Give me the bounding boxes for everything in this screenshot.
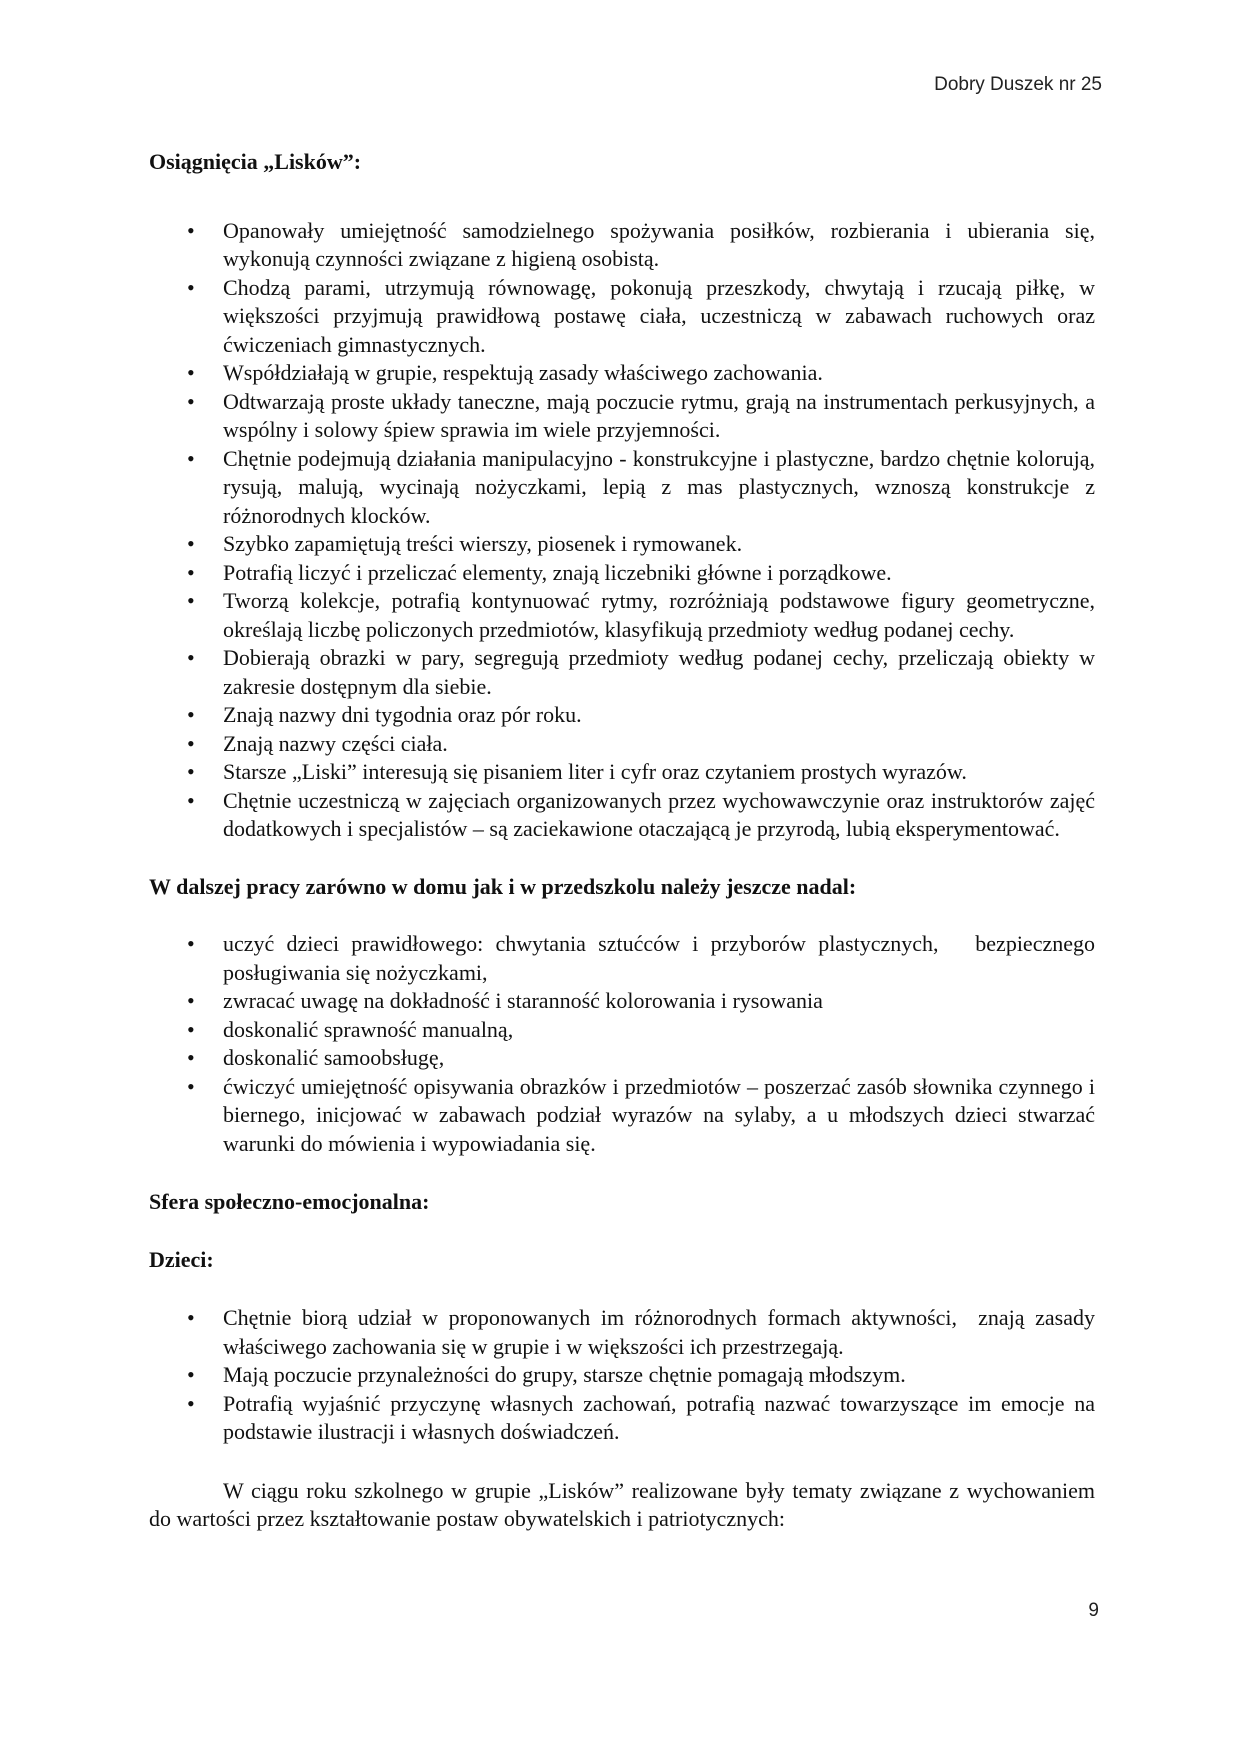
list-item-text: Odtwarzają proste układy taneczne, mają poczucie rytmu, grają na instrumentach perkusyjnych, a wspólny i solowy śpiew sprawia im wiele przyjemności. xyxy=(223,388,1095,442)
list-item-text: Potrafią wyjaśnić przyczynę własnych zachowań, potrafią nazwać towarzyszące im emocje na podstawie ilustracji i własnych doświadczeń. xyxy=(223,1390,1095,1444)
page-number: 9 xyxy=(1088,1600,1099,1621)
further-work-list xyxy=(149,930,1095,1158)
list-item-text: doskonalić sprawność manualną, xyxy=(223,1016,514,1042)
bullet-icon: • xyxy=(187,931,195,956)
list-item-text: Szybko zapamiętują treści wierszy, piosenek i rymowanek. xyxy=(223,531,743,556)
list-item xyxy=(187,758,1095,787)
list-item-text: Chętnie uczestniczą w zajęciach organizowanych przez wychowawczynie oraz instruktorów zajęć dodatkowych i specjalistów – są zaciekawione otaczającą je przyrodą, lubią eksperymentować. xyxy=(223,787,1095,841)
social-emotional-heading: Sfera społeczno-emocjonalna: xyxy=(149,1189,430,1214)
list-item-text: Chętnie biorą udział w proponowanych im różnorodnych formach aktywności, znają zasady właściwego zachowania się w grupie i w większości ich przestrzegają. xyxy=(223,1305,1095,1359)
further-work-heading: W dalszej pracy zarówno w domu jak i w przedszkolu należy jeszcze nadal: xyxy=(149,873,857,899)
bullet-icon: • xyxy=(187,274,195,300)
list-item xyxy=(187,644,1095,701)
bullet-icon: • xyxy=(187,360,195,385)
bullet-icon: • xyxy=(187,730,195,756)
list-item xyxy=(187,730,1095,759)
list-item xyxy=(187,1390,1095,1447)
list-item xyxy=(187,530,1095,559)
list-item xyxy=(187,388,1095,445)
bullet-icon: • xyxy=(187,1016,195,1042)
bullet-icon: • xyxy=(187,1045,195,1070)
list-item xyxy=(187,1044,1095,1073)
bullet-icon: • xyxy=(187,1362,195,1387)
bullet-icon: • xyxy=(187,759,195,784)
list-item xyxy=(187,559,1095,588)
list-item-text: Chętnie podejmują działania manipulacyjno - konstrukcyjne i plastyczne, bardzo chętnie kolorują, rysują, malują, wycinają nożyczkami, lepią z mas plastycznych, wznoszą konstrukcje z różnorodnych klocków. xyxy=(223,445,1095,528)
list-item-text: Tworzą kolekcje, potrafią kontynuować rytmy, rozróżniają podstawowe figury geometryczne, określają liczbę policzonych przedmiotów, klasyfikują przedmioty według podanej cechy. xyxy=(223,588,1095,642)
list-item xyxy=(187,274,1095,360)
bullet-icon: • xyxy=(187,388,195,414)
list-item-text: Mają poczucie przynależności do grupy, starsze chętnie pomagają młodszym. xyxy=(223,1362,906,1387)
bullet-icon: • xyxy=(187,588,195,613)
children-list xyxy=(149,1304,1095,1447)
bullet-icon: • xyxy=(187,787,195,813)
list-item-text: uczyć dzieci prawidłowego: chwytania sztućców i przyborów plastycznych, bezpiecznego posługiwania się nożyczkami, xyxy=(223,931,1095,985)
bullet-icon: • xyxy=(187,559,195,585)
list-item-text: Znają nazwy części ciała. xyxy=(223,730,448,756)
list-item-text: doskonalić samoobsługę, xyxy=(223,1045,445,1070)
list-item-text: Znają nazwy dni tygodnia oraz pór roku. xyxy=(223,702,582,727)
list-item xyxy=(187,701,1095,730)
list-item-text: Starsze „Liski” interesują się pisaniem liter i cyfr oraz czytaniem prostych wyrazów. xyxy=(223,759,967,784)
list-item-text: Współdziałają w grupie, respektują zasady właściwego zachowania. xyxy=(223,360,823,385)
achievements-list xyxy=(149,217,1095,844)
list-item-text: Opanowały umiejętność samodzielnego spożywania posiłków, rozbierania i ubierania się, wykonują czynności związane z higieną osobistą. xyxy=(223,217,1095,271)
list-item xyxy=(187,359,1095,388)
achievements-heading: Osiągnięcia „Lisków”: xyxy=(149,149,362,174)
bullet-icon: • xyxy=(187,1305,195,1330)
list-item xyxy=(187,987,1095,1016)
bullet-icon: • xyxy=(187,988,195,1013)
list-item-text: zwracać uwagę na dokładność i staranność kolorowania i rysowania xyxy=(223,988,823,1013)
list-item xyxy=(187,445,1095,531)
document-body xyxy=(149,148,1095,1534)
children-subheading: Dzieci: xyxy=(149,1246,214,1272)
list-item xyxy=(187,930,1095,987)
list-item xyxy=(187,217,1095,274)
list-item xyxy=(187,787,1095,844)
bullet-icon: • xyxy=(187,445,195,471)
bullet-icon: • xyxy=(187,1073,195,1099)
bullet-icon: • xyxy=(187,645,195,670)
bullet-icon: • xyxy=(187,702,195,727)
list-item xyxy=(187,1361,1095,1390)
list-item-text: Potrafią liczyć i przeliczać elementy, znają liczebniki główne i porządkowe. xyxy=(223,559,892,585)
list-item-text: ćwiczyć umiejętność opisywania obrazków i przedmiotów – poszerzać zasób słownika czynnego i biernego, inicjować w zabawach podział wyrazów na sylaby, a u młodszych dzieci stwarzać warunki do mówienia i wypowiadania się. xyxy=(223,1073,1095,1156)
list-item xyxy=(187,1016,1095,1045)
closing-paragraph: W ciągu roku szkolnego w grupie „Lisków” realizowane były tematy związane z wychowaniem do wartości przez kształtowanie postaw obywatelskich i patriotycznych: xyxy=(149,1477,1095,1531)
list-item-text: Dobierają obrazki w pary, segregują przedmioty według podanej cechy, przeliczają obiekty w zakresie dostępnym dla siebie. xyxy=(223,645,1095,699)
bullet-icon: • xyxy=(187,217,195,243)
list-item xyxy=(187,1073,1095,1159)
list-item xyxy=(187,1304,1095,1361)
bullet-icon: • xyxy=(187,531,195,556)
page-header: Dobry Duszek nr 25 xyxy=(934,74,1102,95)
list-item-text: Chodzą parami, utrzymują równowagę, pokonują przeszkody, chwytają i rzucają piłkę, w większości przyjmują prawidłową postawę ciała, uczestniczą w zabawach ruchowych oraz ćwiczeniach gimnastycznych. xyxy=(223,274,1095,357)
bullet-icon: • xyxy=(187,1390,195,1416)
list-item xyxy=(187,587,1095,644)
